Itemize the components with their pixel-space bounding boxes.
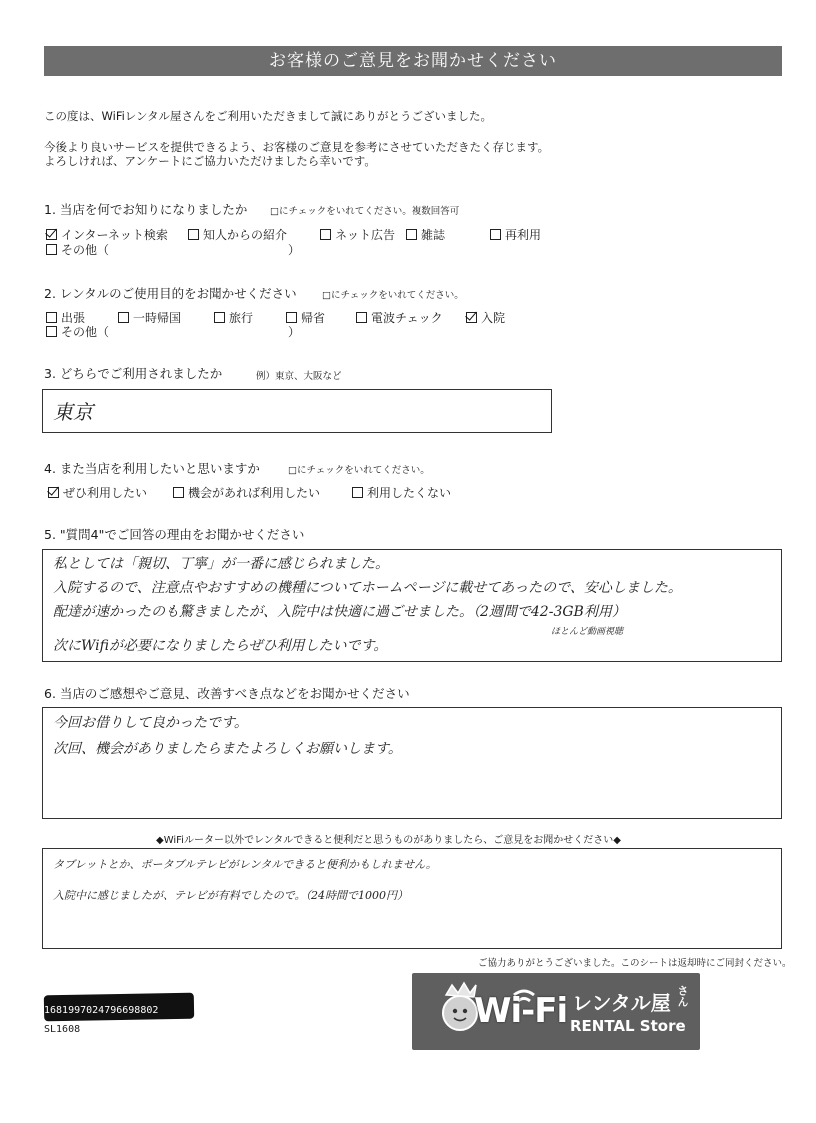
q6-line-1: 今回お借りして良かったです。 — [53, 715, 248, 731]
q5-annotation: ほとんど動画視聴 — [551, 627, 624, 637]
q4-note: □にチェックをいれてください。 — [288, 465, 430, 476]
q2-option-business[interactable]: 出張 — [46, 309, 85, 326]
q7-title: ◆WiFiルーター以外でレンタルできると便利だと思うものがありましたら、ご意見をお聞かせください◆ — [156, 835, 621, 846]
intro-line-2: 今後より良いサービスを提供できるよう、お客様のご意見を参考にさせていただきたく存じます。 — [44, 140, 550, 154]
q4-option-maybe[interactable]: 機会があれば利用したい — [173, 484, 320, 501]
checkbox[interactable] — [118, 312, 129, 323]
q3-note: 例）東京、大阪など — [256, 371, 342, 382]
q7-line-2: 入院中に感じましたが、テレビが有料でしたので。（24時間で1000円） — [53, 889, 409, 902]
q6-answer-box[interactable] — [42, 707, 782, 819]
q1-title: 1. 当店を何でお知りになりましたか — [44, 202, 248, 217]
logo-en: RENTAL Store — [570, 1017, 686, 1035]
logo-jp: レンタル屋 — [572, 991, 671, 1015]
q7-line-1: タブレットとか、ポータブルテレビがレンタルできると便利かもしれません。 — [53, 858, 437, 871]
q1-option-referral[interactable]: 知人からの紹介 — [188, 226, 287, 243]
q6-line-2: 次回、機会がありましたらまたよろしくお願いします。 — [53, 741, 402, 757]
checkbox-checked[interactable] — [48, 487, 59, 498]
checkbox[interactable] — [490, 229, 501, 240]
q2-other-close: ） — [288, 325, 301, 339]
checkbox[interactable] — [46, 312, 57, 323]
q3-answer-box[interactable] — [42, 389, 552, 433]
q1-note: □にチェックをいれてください。複数回答可 — [270, 206, 460, 217]
logo-wifi: Wi-Fi — [474, 991, 568, 1031]
survey-header: お客様のご意見をお聞かせください — [44, 46, 782, 76]
q2-option-hospital[interactable]: 入院 — [466, 309, 505, 326]
checkbox[interactable] — [188, 229, 199, 240]
q5-line-4: 次にWifiが必要になりましたらぜひ利用したいです。 — [53, 638, 388, 654]
intro-line-1: この度は、WiFiレンタル屋さんをご利用いただきまして誠にありがとうございました。 — [44, 109, 493, 123]
logo-san: さん — [676, 985, 689, 1007]
q1-option-other[interactable]: その他（ — [46, 241, 109, 258]
checkbox[interactable] — [352, 487, 363, 498]
wifi-rental-logo — [412, 973, 700, 1050]
q3-answer: 東京 — [53, 400, 93, 424]
checkbox[interactable] — [286, 312, 297, 323]
q1-option-reuse[interactable]: 再利用 — [490, 226, 541, 243]
q4-title: 4. また当店を利用したいと思いますか — [44, 461, 260, 476]
q2-option-travel[interactable]: 旅行 — [214, 309, 253, 326]
q2-option-homecoming[interactable]: 帰省 — [286, 309, 325, 326]
checkbox[interactable] — [173, 487, 184, 498]
q1-option-web-ad[interactable]: ネット広告 — [320, 226, 395, 243]
q4-option-definitely[interactable]: ぜひ利用したい — [48, 484, 147, 501]
q3-title: 3. どちらでご利用されましたか — [44, 366, 223, 381]
q5-line-2: 入院するので、注意点やおすすめの機種についてホームページに載せてあったので、安心しました。 — [53, 580, 682, 596]
checkbox[interactable] — [356, 312, 367, 323]
checkbox-checked[interactable] — [46, 229, 57, 240]
intro-line-3: よろしければ、アンケートにご協力いただけましたら幸いです。 — [44, 154, 376, 168]
checkbox[interactable] — [406, 229, 417, 240]
q5-title: 5. "質問4"でご回答の理由をお聞かせください — [44, 527, 305, 542]
q5-answer-box[interactable] — [42, 549, 782, 662]
q2-option-signal-check[interactable]: 電波チェック — [356, 309, 443, 326]
q2-option-temp-return[interactable]: 一時帰国 — [118, 309, 181, 326]
q2-note: □にチェックをいれてください。 — [322, 290, 464, 301]
barcode-number: 1681997024796698802 — [44, 1005, 159, 1016]
checkbox[interactable] — [46, 326, 57, 337]
checkbox[interactable] — [214, 312, 225, 323]
q5-line-3: 配達が速かったのも驚きましたが、入院中は快適に過ごせました。（2週間で42-3GB利用） — [53, 604, 626, 620]
footer-thanks: ご協力ありがとうございました。このシートは返却時にご同封ください。 — [478, 958, 792, 969]
checkbox-checked[interactable] — [466, 312, 477, 323]
q1-other-close: ） — [288, 243, 301, 257]
sheet-code: SL1608 — [44, 1024, 81, 1035]
q2-title: 2. レンタルのご使用目的をお聞かせください — [44, 286, 297, 301]
q1-option-magazine[interactable]: 雑誌 — [406, 226, 445, 243]
q2-option-other[interactable]: その他（ — [46, 323, 109, 340]
q7-answer-box[interactable] — [42, 848, 782, 949]
q5-line-1: 私としては「親切、丁寧」が一番に感じられました。 — [53, 556, 389, 572]
q6-title: 6. 当店のご感想やご意見、改善すべき点などをお聞かせください — [44, 686, 410, 701]
checkbox[interactable] — [320, 229, 331, 240]
q1-option-internet-search[interactable]: インターネット検索 — [46, 226, 168, 243]
checkbox[interactable] — [46, 244, 57, 255]
q4-option-no[interactable]: 利用したくない — [352, 484, 451, 501]
